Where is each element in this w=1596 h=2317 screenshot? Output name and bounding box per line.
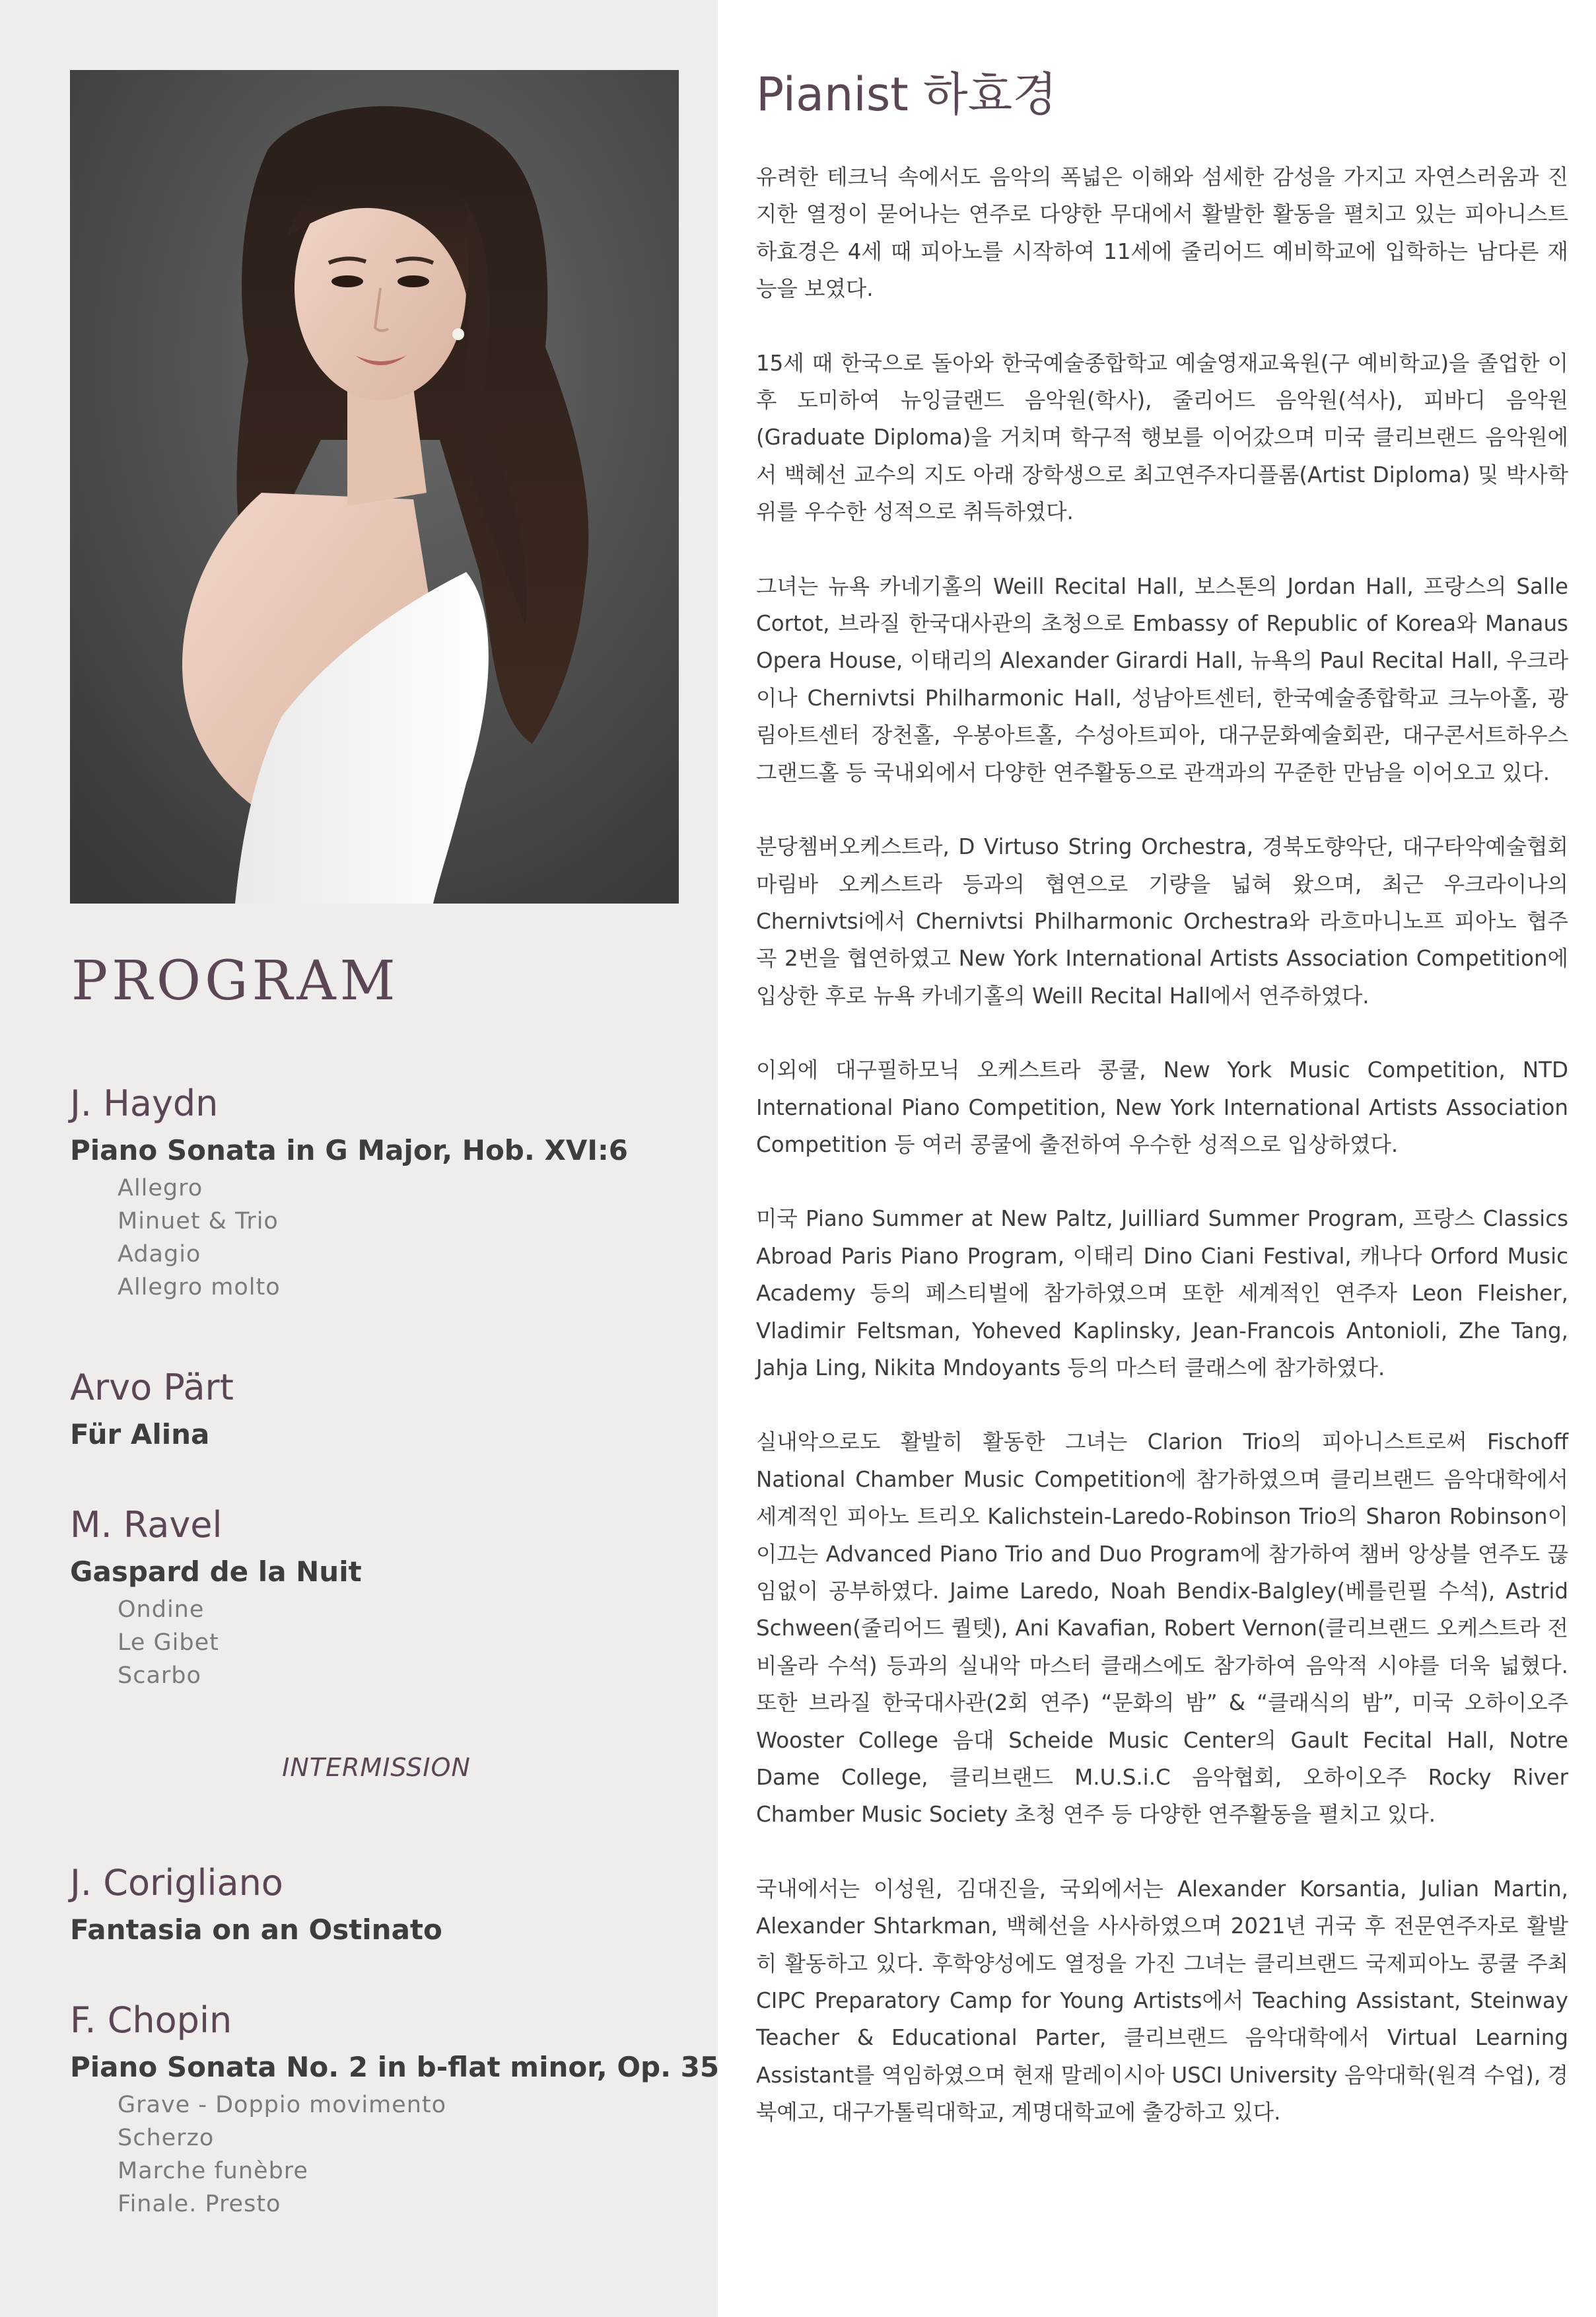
work-title: Gaspard de la Nuit <box>70 1555 362 1588</box>
bio-paragraph: 국내에서는 이성원, 김대진을, 국외에서는 Alexander Korsantia, Julian Martin, Alexander Shtarkman, 백혜선을 사사하였으며 2021년 귀국 후 전문연주자로 활발히 활동하고 있다. 후학양성에도 열정을 가진 그녀는 클리브랜드 국제피아노 콩쿨 주최 CIPC Preparatory Camp for Young Artists에서 Teaching Assistant, Steinway Teacher & Educational Parter, 클리브랜드 음악대학에서 Virtual Learning Assistant를 역임하였으며 현재 말레이시아 USCI University 음악대학(원격 수업), 경북예고, 대구가톨릭대학교, 계명대학교에 출강하고 있다. <box>756 1876 1568 2125</box>
movement: Finale. Presto <box>118 2191 281 2217</box>
movement: Le Gibet <box>118 1629 219 1656</box>
bio-paragraph: 그녀는 뉴욕 카네기홀의 Weill Recital Hall, 보스톤의 Jordan Hall, 프랑스의 Salle Cortot, 브라질 한국대사관의 초청으로 Embassy of Republic of Korea와 Manaus Opera House, 이태리의 Alexander Girardi Hall, 뉴욕의 Paul Recital Hall, 우크라이나 Chernivtsi Philharmonic Hall, 성남아트센터, 한국예술종합학교 크누아홀, 광림아트센터 장천홀, 우봉아트홀, 수성아트피아, 대구문화예술회관, 대구콘서트하우스 그랜드홀 등 국내외에서 다양한 연주활동으로 관객과의 꾸준한 만남을 이어오고 있다. <box>756 573 1568 785</box>
movement: Minuet & Trio <box>118 1208 279 1234</box>
composer-name: J. Haydn <box>70 1083 219 1124</box>
movement: Allegro <box>118 1175 203 1201</box>
movement-list <box>70 1172 697 1304</box>
movement: Ondine <box>118 1596 205 1623</box>
bio-paragraph: 15세 때 한국으로 돌아와 한국예술종합학교 예술영재교육원(구 예비학교)을 졸업한 이후 도미하여 뉴잉글랜드 음악원(학사), 줄리어드 음악원(석사), 피바디 음악원(Graduate Diploma)을 거치며 학구적 행보를 이어갔으며 미국 클리브랜드 음악원에서 백혜선 교수의 지도 아래 장학생으로 최고연주자디플롬(Artist Diploma) 및 박사학위를 우수한 성적으로 취득하였다. <box>756 350 1568 525</box>
composer-name: F. Chopin <box>70 1999 232 2041</box>
bio-title: Pianist 하효경 <box>756 67 1057 122</box>
composer-name: M. Ravel <box>70 1504 223 1546</box>
intermission-label: INTERMISSION <box>282 1753 471 1782</box>
composer-name: J. Corigliano <box>70 1862 283 1904</box>
program-piece-part <box>70 1362 697 1456</box>
movement: Scherzo <box>118 2125 215 2151</box>
work-title: Für Alina <box>70 1418 210 1450</box>
bio-paragraph: 유려한 테크닉 속에서도 음악의 폭넓은 이해와 섬세한 감성을 가지고 자연스러움과 진지한 열정이 묻어나는 연주로 다양한 무대에서 활발한 활동을 펼치고 있는 피아니스트 하효경은 4세 때 피아노를 시작하여 11세에 줄리어드 예비학교에 입학하는 남다른 재능을 보였다. <box>756 164 1568 302</box>
work-title: Piano Sonata No. 2 in b-flat minor, Op. 35 <box>70 2051 720 2083</box>
movement-list <box>70 1593 697 1692</box>
program-piece-haydn <box>70 1078 697 1304</box>
composer-name: Arvo Pärt <box>70 1367 234 1408</box>
program-heading: PROGRAM <box>71 950 399 1013</box>
bio-paragraph: 미국 Piano Summer at New Paltz, Juilliard Summer Program, 프랑스 Classics Abroad Paris Piano Program, 이태리 Dino Ciani Festival, 캐나다 Orford Music Academy 등의 페스티벌에 참가하였으며 또한 세계적인 연주자 Leon Fleisher, Vladimir Feltsman, Yoheved Kaplinsky, Jean-Francois Antonioli, Zhe Tang, Jahja Ling, Nikita Mndoyants 등의 마스터 클래스에 참가하였다. <box>756 1206 1568 1380</box>
biography <box>756 159 1568 2168</box>
work-title: Fantasia on an Ostinato <box>70 1913 442 1946</box>
bio-paragraph: 실내악으로도 활발히 활동한 그녀는 Clarion Trio의 피아니스트로써 Fischoff National Chamber Music Competition에 참가하였으며 클리브랜드 음악대학에서 세계적인 피아노 트리오 Kalichstein-Laredo-Robinson Trio의 Sharon Robinson이 이끄는 Advanced Piano Trio and Duo Program에 참가하여 챔버 앙상블 연주도 끊임없이 공부하였다. Jaime Laredo, Noah Bendix-Balgley(베를린필 수석), Astrid Schween(줄리어드 퀄텟), Ani Kavafian, Robert Vernon(클리브랜드 오케스트라 전 비올라 수석) 등과의 실내악 마스터 클래스에도 참가하여 음악적 시야를 더욱 넓혔다. 또한 브라질 한국대사관(2회 연주) “문화의 밤” & “클래식의 밤”, 미국 오하이오주 Wooster College 음대 Scheide Music Center의 Gault Fecital Hall, Notre Dame College, 클리브랜드 M.U.S.i.C 음악협회, 오하이오주 Rocky River Chamber Music Society 초청 연주 등 다양한 연주활동을 펼치고 있다. <box>756 1429 1568 1828</box>
pianist-portrait-photo <box>70 70 679 904</box>
bio-paragraph: 분당쳄버오케스트라, D Virtuso String Orchestra, 경북도향악단, 대구타악예술협회 마림바 오케스트라 등과의 협연으로 기량을 넓혀 왔으며, 최근 우크라이나의 Chernivtsi에서 Chernivtsi Philharmonic Orchestra와 라흐마니노프 피아노 협주곡 2번을 협연하였고 New York International Artists Association Competition에 입상한 후로 뉴욕 카네기홀의 Weill Recital Hall에서 연주하였다. <box>756 834 1568 1009</box>
program-piece-corigliano <box>70 1857 697 1951</box>
movement-list <box>70 2088 697 2221</box>
portrait-illustration <box>70 70 679 904</box>
movement: Grave - Doppio movimento <box>118 2092 447 2118</box>
movement: Scarbo <box>118 1662 201 1689</box>
movement: Adagio <box>118 1241 201 1267</box>
movement: Marche funèbre <box>118 2158 308 2184</box>
bio-paragraph: 이외에 대구필하모닉 오케스트라 콩쿨, New York Music Competition, NTD International Piano Competition, New York International Artists Association Competition 등 여러 콩쿨에 출전하여 우수한 성적으로 입상하였다. <box>756 1057 1568 1157</box>
program-piece-ravel <box>70 1499 697 1692</box>
program-piece-chopin <box>70 1995 720 2221</box>
left-panel <box>0 0 718 2317</box>
work-title: Piano Sonata in G Major, Hob. XVI:6 <box>70 1134 628 1166</box>
movement: Allegro molto <box>118 1274 281 1301</box>
